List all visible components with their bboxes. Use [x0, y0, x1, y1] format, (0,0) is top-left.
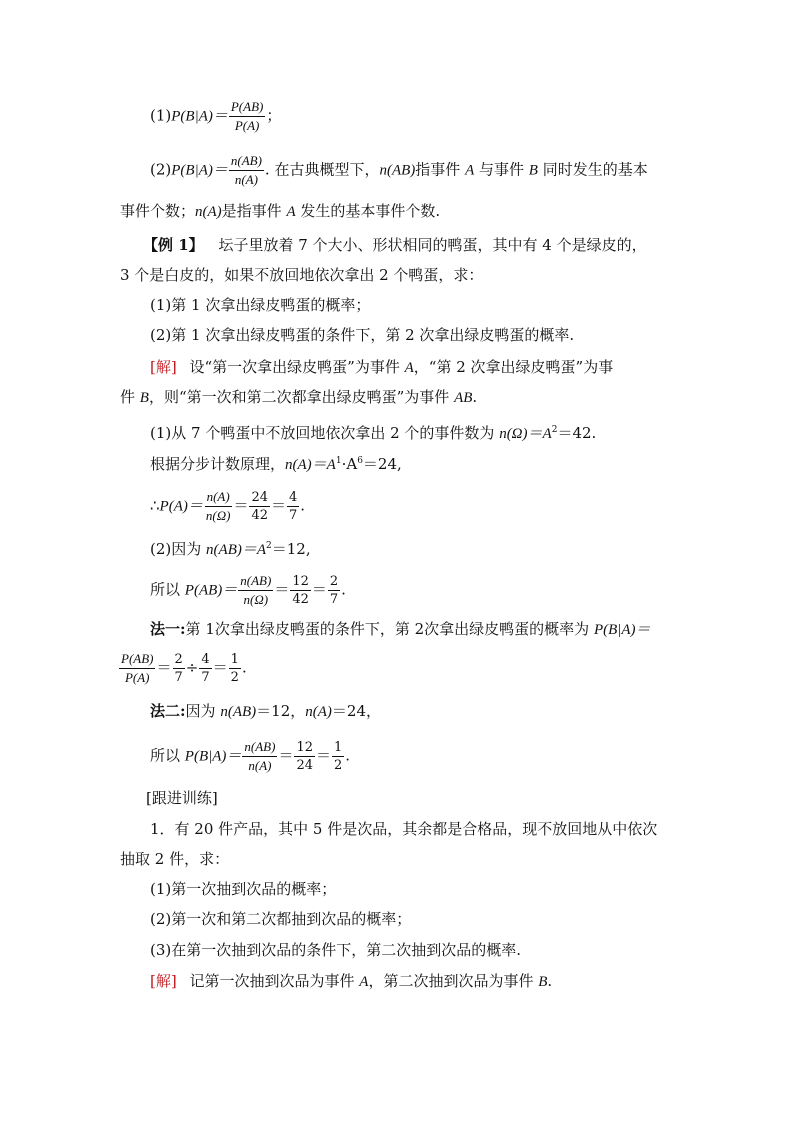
math-text: P(B|A)＝	[171, 108, 228, 125]
method-1-formula: $\frac{P(AB)}{P(A)}$ ＝ $\frac{2}{7}$ ÷ $\frac{4}{7}$ ＝ $\frac{1}{2}$ .	[121, 651, 247, 685]
solution-line-4: 根据分步计数原理，$n(A)=A^1\cdot A^6=24$,	[150, 455, 402, 473]
method-1-line: 法一:第 1次拿出绿皮鸭蛋的条件下，第 2次拿出绿皮鸭蛋的概率为 P(B|A)＝	[150, 620, 651, 638]
practice-heading: [跟进训练]	[146, 789, 218, 807]
solution-tag: [解]	[150, 358, 177, 376]
formula-line-2: (2)P(B|A)＝ $\frac{n(AB)}{n(A)}$ . 在古典概型下，n(AB)指事件 A 与事件 B 同时发生的基本	[150, 153, 648, 187]
method-1-tag: 法一:	[150, 620, 186, 638]
fraction: $\frac{2}{7}$	[174, 652, 183, 685]
practice-solution: [解] 记第一次抽到次品为事件 A，第二次抽到次品为事件 B.	[150, 972, 553, 990]
fraction: $\frac{12}{42}$	[292, 574, 309, 607]
fraction: $\frac{P(AB)}{P(A)}$	[230, 99, 264, 133]
example-tag: 【例 1】	[143, 236, 204, 254]
fraction: $\frac{n(AB)}{n(\Omega)}$	[240, 573, 272, 607]
practice-q3: (3)在第一次抽到次品的条件下，第二次抽到次品的概率.	[150, 941, 522, 959]
solution-line-3: (1)从 7 个鸭蛋中不放回地依次拿出 2 个的事件数为 $n(\Omega)=A^2=42$.	[150, 424, 597, 442]
practice-line-1: 1．有 20 件产品，其中 5 件是次品，其余都是合格品，现不放回地从中依次	[150, 820, 658, 838]
question-2: (2)第 1 次拿出绿皮鸭蛋的条件下，第 2 次拿出绿皮鸭蛋的概率.	[150, 326, 575, 344]
fraction: $\frac{2}{7}$	[329, 574, 339, 607]
formula-line-1	[150, 98, 281, 135]
practice-line-2: 抽取 2 件，求：	[120, 850, 230, 868]
fraction: $\frac{12}{24}$	[296, 740, 313, 773]
fraction: $\frac{n(AB)}{n(A)}$	[230, 153, 262, 187]
solution-line-5: ∴P(A)＝ $\frac{n(A)}{n(\Omega)}$ ＝ $\frac{24}{42}$ ＝ $\frac{4}{7}$ .	[150, 489, 306, 523]
practice-q1: (1)第一次抽到次品的概率；	[150, 880, 337, 898]
example-heading: 【例 1】 坛子里放着 7 个大小、形状相同的鸭蛋，其中有 4 个是绿皮的，	[143, 236, 647, 254]
fraction: $\frac{n(A)}{n(\Omega)}$	[205, 489, 231, 523]
item-number: (2)	[150, 160, 172, 179]
question-1: (1)第 1 次拿出绿皮鸭蛋的概率；	[150, 296, 371, 314]
fraction: $\frac{4}{7}$	[201, 652, 210, 685]
fraction: $\frac{24}{42}$	[251, 490, 268, 523]
example-text-2: 3 个是白皮的，如果不放回地依次拿出 2 个鸭蛋，求：	[120, 266, 484, 284]
solution-line-2: 件 B，则“第一次和第二次都拿出绿皮鸭蛋”为事件 AB.	[120, 388, 478, 406]
fraction: $\frac{1}{2}$	[334, 740, 343, 773]
method-2-formula: 所以 P(B|A)＝ $\frac{n(AB)}{n(A)}$ ＝ $\frac{12}{24}$ ＝ $\frac{1}{2}$ .	[150, 739, 351, 773]
method-2-line: 法二:因为 n(AB)＝12，n(A)＝24，	[150, 702, 381, 720]
practice-q2: (2)第一次和第二次都抽到次品的概率；	[150, 910, 412, 928]
solution-tag: [解]	[150, 972, 177, 990]
method-2-tag: 法二:	[150, 702, 186, 720]
fraction: $\frac{1}{2}$	[230, 652, 239, 685]
solution-line-7: 所以 P(AB)＝ $\frac{n(AB)}{n(\Omega)}$ ＝ $\frac{12}{42}$ ＝ $\frac{2}{7}$ .	[150, 573, 346, 607]
solution-line-1: [解] 设“第一次拿出绿皮鸭蛋”为事件 A，“第 2 次拿出绿皮鸭蛋”为事	[150, 358, 614, 376]
fraction: $\frac{n(AB)}{n(A)}$	[244, 739, 276, 773]
solution-line-6: (2)因为 $n(AB)=A^2=12$,	[150, 540, 311, 558]
text-line-3: 事件个数；n(A)是指事件 A 发生的基本事件个数.	[120, 202, 441, 220]
punct: ；	[266, 106, 282, 125]
item-number: (1)	[150, 106, 172, 125]
fraction: $\frac{P(AB)}{P(A)}$	[121, 651, 154, 685]
fraction: $\frac{4}{7}$	[289, 490, 298, 523]
